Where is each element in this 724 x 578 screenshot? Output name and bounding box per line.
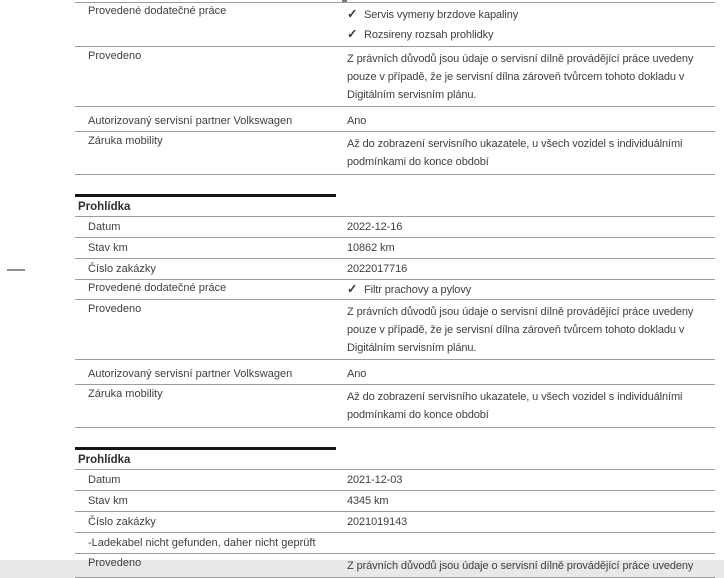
document-body [75, 0, 715, 578]
record-row [75, 470, 715, 491]
field-value: 2021019143 [347, 516, 408, 528]
record-row [75, 132, 715, 175]
field-value [347, 135, 715, 171]
value-text-line: Z právních důvodů jsou údaje o servisní dílně provádějící práce uvedeny [347, 560, 694, 572]
section-title: Prohlídka [78, 454, 131, 466]
section-header [75, 194, 715, 216]
checkmark-icon: ✓ [347, 7, 358, 21]
record-row [75, 280, 715, 300]
field-value: 2021-12-03 [347, 474, 403, 486]
performed-work-item [347, 25, 715, 45]
record-rows [75, 2, 715, 175]
record-row [75, 300, 715, 360]
record-row [75, 3, 715, 47]
value-text-line: Z právních důvodů jsou údaje o servisní dílně provádějící práce uvedeny [347, 306, 694, 318]
field-label: Provedeno [88, 557, 142, 569]
record-row [75, 491, 715, 512]
field-label: Datum [88, 221, 121, 233]
field-label: Provedené dodatečné práce [88, 5, 227, 17]
field-value: 4345 km [347, 495, 389, 507]
field-value [347, 388, 715, 424]
performed-work-text: Rozsireny rozsah prohlidky [364, 29, 494, 41]
performed-work-item [347, 5, 715, 25]
field-value [347, 5, 715, 45]
record-rows [75, 216, 715, 428]
field-value [347, 282, 715, 298]
field-label: Provedeno [88, 50, 142, 62]
performed-work-text: Filtr prachovy a pylovy [364, 284, 472, 296]
field-value: Ano [347, 115, 367, 127]
inspection-section-continued [75, 2, 715, 175]
record-row [75, 107, 715, 132]
record-row [75, 238, 715, 259]
record-row [75, 533, 715, 554]
field-label: Autorizovaný servisní partner Volkswagen [88, 115, 293, 127]
field-label: Záruka mobility [88, 388, 163, 400]
field-value: 2022-12-16 [347, 221, 403, 233]
inspection-section [75, 447, 715, 578]
record-rows [75, 469, 715, 578]
field-value [347, 557, 715, 575]
checkmark-icon: ✓ [347, 27, 358, 41]
checkmark-icon: ✓ [347, 282, 358, 296]
field-label: Autorizovaný servisní partner Volkswagen [88, 368, 293, 380]
performed-work-text: Servis vymeny brzdove kapaliny [364, 9, 519, 21]
value-text-line: Až do zobrazení servisního ukazatele, u všech vozidel s individuálními [347, 391, 683, 403]
field-value: 10862 km [347, 242, 395, 254]
field-value [347, 303, 715, 357]
record-row [75, 554, 715, 578]
value-text-line: Až do zobrazení servisního ukazatele, u všech vozidel s individuálními [347, 138, 683, 150]
value-text-line: podmínkami do konce období [347, 156, 489, 168]
field-label: Číslo zakázky [88, 516, 156, 528]
field-label: Provedené dodatečné práce [88, 282, 227, 294]
record-row [75, 512, 715, 533]
performed-work-item [347, 282, 715, 298]
field-label: Provedeno [88, 303, 142, 315]
page-fold-mark [7, 269, 25, 271]
value-text-line: podmínkami do konce období [347, 409, 489, 421]
field-label: Stav km [88, 242, 128, 254]
record-row [75, 217, 715, 238]
field-label: Číslo zakázky [88, 263, 156, 275]
field-label: Záruka mobility [88, 135, 163, 147]
value-text-line: Z právních důvodů jsou údaje o servisní dílně provádějící práce uvedeny [347, 53, 694, 65]
field-label: Datum [88, 474, 121, 486]
inspection-section [75, 194, 715, 428]
value-text-line: pouze v případě, že je servisní dílna zároveň tvůrcem tohoto dokladu v [347, 71, 685, 83]
section-header [75, 447, 715, 469]
value-text-line: Digitálním servisním plánu. [347, 342, 477, 354]
record-row [75, 259, 715, 280]
field-value [347, 50, 715, 104]
value-text-line: Digitálním servisním plánu. [347, 89, 477, 101]
field-value: Ano [347, 368, 367, 380]
field-label: Stav km [88, 495, 128, 507]
note-text: -Ladekabel nicht gefunden, daher nicht geprüft [88, 537, 316, 549]
section-title: Prohlídka [78, 201, 131, 213]
record-row [75, 385, 715, 428]
value-text-line: pouze v případě, že je servisní dílna zároveň tvůrcem tohoto dokladu v [347, 324, 685, 336]
field-value: 2022017716 [347, 263, 408, 275]
record-row [75, 360, 715, 385]
record-row [75, 47, 715, 107]
